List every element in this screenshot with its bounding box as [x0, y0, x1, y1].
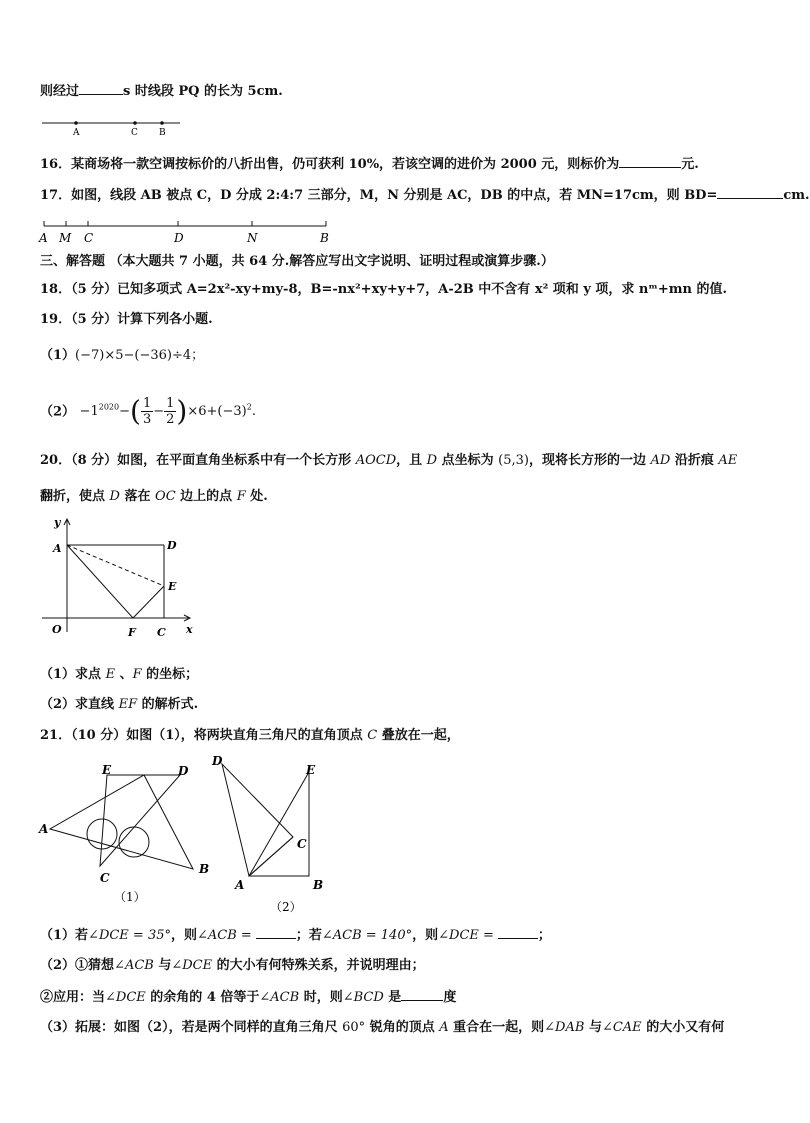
q17-label-m: M: [59, 231, 72, 245]
q21-s4: （3）拓展：如图（2），若是两个同样的直角三角尺 60° 锐角的顶点 A 重合在一起，则∠DAB 与∠CAE 的大小又有何: [40, 1020, 725, 1035]
q17-text: [40, 186, 810, 205]
q20-label-d: D: [167, 539, 177, 552]
q15-pre: 则经过: [40, 84, 80, 99]
q17-post: cm.: [783, 188, 810, 203]
q17-label-n: N: [247, 231, 258, 245]
q20-label-o: O: [52, 623, 62, 636]
q21-s3: ②应用：当∠DCE 的余角的 4 倍等于∠ACB 时，则∠BCD 是 度: [40, 990, 457, 1005]
q21-f2-label-a: A: [235, 878, 245, 892]
q20-label-e: E: [168, 580, 177, 593]
q21-figure-1: [36, 755, 216, 910]
q19-p1-label: （1）: [40, 348, 76, 363]
q16-pre: 16．某商场将一款空调按标价的八折出售，仍可获利 10%，若该空调的进价为 2000 元，则标价为: [40, 157, 620, 172]
q19-p2-frac2-numerator: 1: [166, 396, 175, 412]
q19-p2-frac1-denominator: 3: [142, 412, 152, 428]
q19-p2-neg-one: −1: [79, 404, 99, 420]
q15-answer-blank[interactable]: [79, 82, 123, 95]
q21-f1-label-c: C: [100, 871, 110, 885]
q17-segment-figure: [36, 216, 336, 248]
q19-p2-inner-minus: −: [153, 404, 165, 420]
q20-sub1: （1）求点 E 、F 的坐标；: [40, 667, 199, 682]
q20-label-a: A: [53, 542, 62, 555]
q17-label-b: B: [320, 231, 329, 245]
q15-label-b: B: [159, 128, 166, 138]
q20-label-x: x: [186, 623, 193, 636]
q20-label-c: C: [157, 626, 166, 639]
q21-s1: （1）若∠DCE = 35°，则∠ACB = ；若∠ACB = 140°，则∠DCE = ；: [40, 928, 551, 943]
q21-f1-label-b: B: [199, 862, 210, 876]
q16-text: [40, 155, 699, 174]
q21-f1-caption: （1）: [114, 890, 146, 904]
q15-label-c: C: [131, 128, 138, 138]
q20-line2: 翻折，使点 D 落在 OC 边上的点 F 处.: [40, 489, 268, 504]
q20-label-f: F: [128, 626, 136, 639]
q17-label-a: A: [39, 231, 48, 245]
q19-p2-frac1-numerator: 1: [142, 396, 152, 412]
q17-label-c: C: [84, 231, 94, 245]
q19-part2: $(2) -1^{2020}-$( $\frac{1}{3}$ − $\frac{1}{2}$ )$\times 6+(-3)^2$.: [40, 394, 256, 428]
q21-s1-blank1[interactable]: [256, 926, 296, 939]
q19-p2-minus: −: [119, 404, 131, 420]
q21-line1: 21．（10 分）如图（1），将两块直角三角尺的直角顶点 C 叠放在一起，: [40, 728, 460, 743]
q21-figure-2: [206, 752, 336, 917]
q16-post: 元.: [681, 157, 699, 172]
q15-label-a: A: [73, 128, 80, 138]
q19-p2-rest: ×6+(−3): [187, 404, 247, 420]
q21-f2-label-c: C: [297, 837, 307, 851]
q21-f2-label-e: E: [306, 763, 316, 777]
q17-answer-blank[interactable]: [717, 186, 783, 199]
q20-coordinate-figure: [40, 512, 200, 640]
q19-p1-expression: (−7)×5−(−36)÷4；: [75, 348, 205, 363]
q18-text: 18．（5 分）已知多项式 A=2x²-xy+my-8，B=-nx²+xy+y+7，A-2B 中不含有 x² 项和 y 项，求 nᵐ+mn 的值.: [40, 282, 727, 297]
q21-f2-caption: （2）: [270, 900, 302, 914]
q21-f2-label-d: D: [212, 754, 223, 768]
q15-segment-figure: [40, 114, 185, 138]
q19-part1: [40, 347, 204, 365]
q15-text: [40, 82, 283, 101]
q17-pre: 17．如图，线段 AB 被点 C，D 分成 2:4:7 三部分，M，N 分别是 AC，DB 的中点，若 MN=17cm，则 BD=: [40, 188, 718, 203]
q15-post: s 时线段 PQ 的长为 5cm.: [123, 84, 283, 99]
q20-line1: 20．（8 分）如图，在平面直角坐标系中有一个长方形 AOCD，且 D 点坐标为 (5,3)，现将长方形的一边 AD 沿折痕 AE: [40, 453, 738, 468]
q20-sub2: （2）求直线 EF 的解析式.: [40, 697, 199, 712]
q19-title: 19．（5 分）计算下列各小题.: [40, 312, 213, 327]
q19-p2-exponent: 2020: [98, 403, 120, 412]
q21-s2: （2）①猜想∠ACB 与∠DCE 的大小有何特殊关系，并说明理由；: [40, 958, 425, 973]
q20-label-y: y: [54, 516, 61, 529]
q19-p2-frac2-denominator: 2: [166, 412, 175, 428]
q21-f1-label-a: A: [39, 822, 49, 836]
section-3-heading: 三、解答题 （本大题共 7 小题，共 64 分.解答应写出文字说明、证明过程或演算步骤.）: [40, 254, 554, 269]
q21-f1-label-d: D: [178, 764, 189, 778]
q21-f2-label-b: B: [313, 878, 324, 892]
q21-f1-label-e: E: [102, 763, 112, 777]
q19-p2-label: （2）: [40, 404, 76, 420]
q21-s1-blank2[interactable]: [498, 926, 538, 939]
q21-s3-blank[interactable]: [401, 988, 443, 1001]
q16-answer-blank[interactable]: [619, 155, 681, 168]
q19-p2-end: .: [251, 404, 256, 420]
q17-label-d: D: [174, 231, 184, 245]
q19-p2-exponent2: 2: [246, 403, 252, 412]
